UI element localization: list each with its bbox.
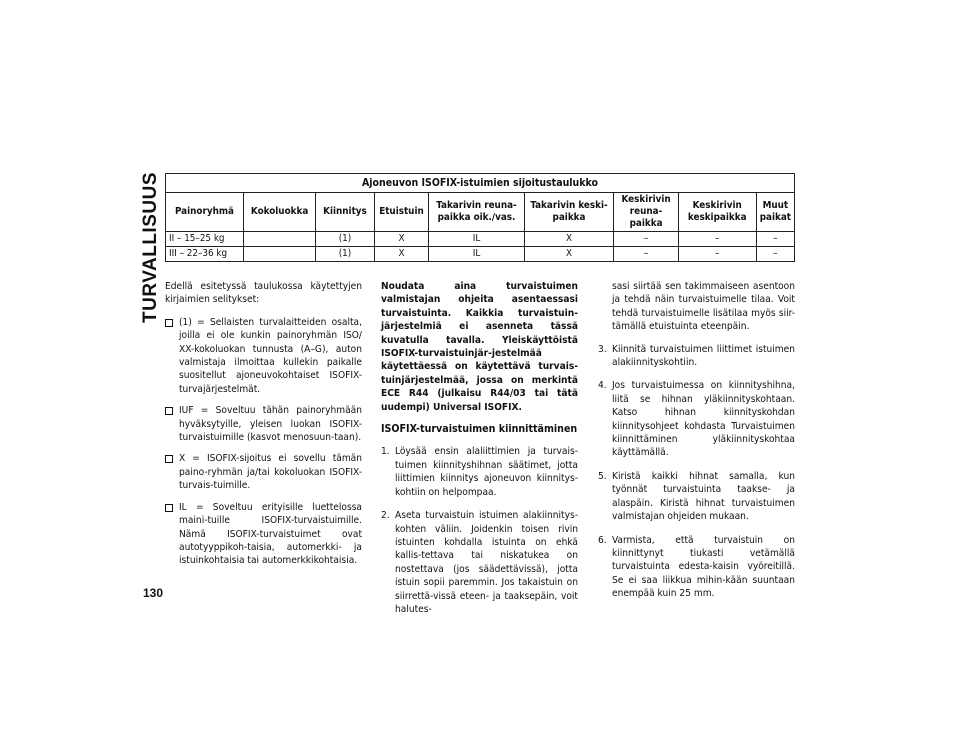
- header-cell: Etuistuin: [374, 193, 429, 232]
- table-cell: –: [678, 247, 756, 262]
- list-item: [598, 343, 795, 370]
- continuation-text: sasi siirtää sen takimmaiseen asentoon ja tehdä näin turvaistuimelle tilaa. Voit tehdä turvaistuimelle lisätilaa myös siir-tämällä etuistuinta eteenpäin.: [612, 281, 795, 333]
- page-number: 130: [143, 586, 164, 600]
- list-item: [598, 470, 795, 524]
- table-cell: –: [678, 232, 756, 247]
- list-item: [598, 534, 795, 601]
- step-text: Varmista, että turvaistuin on kiinnittynyt tiukasti vetämällä turvaistuinta edesta-kaisin vyöreitillä. Se ei saa liikkua mihin-kään suuntaan enempää kuin 25 mm.: [612, 534, 795, 600]
- header-cell: Painoryhmä: [166, 193, 244, 232]
- step-text: Jos turvaistuimessa on kiinnityshihna, liitä se hihnan yläkiinnityskohtaan. Katso hihnan kiinnityskohdan kiinnitysohjeet kohdasta Turvaistuimen kiinnittäminen yläkiinnityskohtaa käyttämällä.: [612, 380, 795, 459]
- isofix-table: [165, 173, 795, 262]
- table-cell: X: [524, 232, 614, 247]
- checkbox-square-icon: [165, 455, 173, 463]
- table-row: [166, 232, 795, 247]
- header-cell: Takarivin reuna- paikka oik./vas.: [429, 193, 524, 232]
- step-number: 6.: [598, 534, 607, 546]
- list-item: [381, 509, 578, 616]
- list-item: [165, 452, 362, 492]
- section-heading: ISOFIX-turvaistuimen kiinnittäminen: [381, 423, 578, 436]
- table-cell: X: [524, 247, 614, 262]
- header-cell: Keskirivin keskipaikka: [678, 193, 756, 232]
- table-cell: (1): [316, 247, 374, 262]
- header-cell: Kokoluokka: [243, 193, 315, 232]
- list-item: [381, 445, 578, 499]
- step-number: 2.: [381, 510, 390, 522]
- step-text: Löysää ensin alaliittimien ja turvais-tuimen kiinnityshihnan säätimet, jotta liittimien kiinnitys ajoneuvon kiinnitys-kohtiin on helpompaa.: [395, 446, 578, 498]
- legend-intro: Edellä esitetyssä taulukossa käytettyjen kirjaimien selitykset:: [165, 281, 362, 306]
- step-number: 4.: [598, 380, 607, 392]
- table-cell: –: [614, 247, 678, 262]
- header-cell: Muut paikat: [756, 193, 794, 232]
- checkbox-square-icon: [165, 407, 173, 415]
- list-item-text: IUF = Soveltuu tähän painoryhmään hyväksytyille, yleisen luokan ISOFIX-turvaistuimille (kasvot menosuun-taan).: [179, 405, 362, 444]
- step-text: Aseta turvaistuin istuimen alakiinnitys-kohten väliin. Joidenkin toisen rivin istuinten kohdalla istuinta on ehkä kallis-tettava tai niskatukea on nostettava (jos säädettävissä), jotta istuin sopii paremmin. Jos takaistuin on siirrettä-vissä eteen- ja taaksepäin, voit halutes-: [395, 510, 578, 615]
- table-caption: Ajoneuvon ISOFIX-istuimien sijoitustaulukko: [166, 174, 795, 193]
- list-item-text: IL = Soveltuu erityisille luettelossa maini-tuille ISOFIX-turvaistuimille. Nämä ISOFIX-turvaistuimet ovat autotyyppikoh-taisia, automerkki- ja istuinkohtaisia tai automerkkikohtaisia.: [179, 501, 362, 567]
- column-steps: [598, 280, 795, 611]
- step-text: Kiristä kaikki hihnat samalla, kun työnnät turvaistuinta taakse- ja alaspäin. Kiristä hihnat turvaistuimen valmistajan ohjeiden mukaan.: [612, 470, 795, 523]
- list-item: [165, 316, 362, 396]
- checkbox-square-icon: [165, 504, 173, 512]
- checkbox-square-icon: [165, 319, 173, 327]
- list-item: [598, 379, 795, 459]
- step-number: 3.: [598, 343, 607, 355]
- table-cell: X: [374, 232, 429, 247]
- column-instructions: [381, 280, 578, 626]
- header-cell: Keskirivin reuna- paikka: [614, 193, 678, 232]
- list-item: [165, 404, 362, 444]
- list-item: [165, 501, 362, 568]
- table-cell: II – 15–25 kg: [166, 232, 244, 247]
- table-cell: –: [756, 232, 794, 247]
- warning-paragraph: Noudata aina turvaistuimen valmistajan ohjeita asentaessasi turvaistuinta. Kaikkia turvaistuin-järjestelmiä ei asenneta tässä kuvatulla tavalla. Yleiskäyttöistä ISOFIX-turvaistuinjär-jestelmää käytettäessä on käytettävä turvais-tuinjärjestelmää, jossa on merkintä ECE R44 (julkaisu R44/03 tai tätä uudempi) Universal ISOFIX.: [381, 281, 578, 413]
- table-cell: –: [756, 247, 794, 262]
- column-legend: [165, 280, 362, 576]
- table-cell: (1): [316, 232, 374, 247]
- table-cell: IL: [429, 247, 524, 262]
- table-row: [166, 247, 795, 262]
- header-cell: Kiinnitys: [316, 193, 374, 232]
- table-cell: [243, 232, 315, 247]
- table-cell: IL: [429, 232, 524, 247]
- table-cell: X: [374, 247, 429, 262]
- section-tab: TURVALLISUUS: [140, 172, 161, 323]
- list-item-text: (1) = Sellaisten turvalaitteiden osalta, joilla ei ole kunkin painoryhmän ISO/ XX-kokoluokan tunnusta (A–G), auton valmistaja ilmoittaa kullekin paikalle suositellut ajoneuvokohtaiset ISOFIX-turvajärjestelmät.: [179, 316, 362, 395]
- header-cell: Takarivin keski- paikka: [524, 193, 614, 232]
- table-cell: –: [614, 232, 678, 247]
- step-number: 5.: [598, 470, 607, 482]
- list-item-text: X = ISOFIX-sijoitus ei sovellu tämän paino-ryhmän ja/tai kokoluokan ISOFIX-turvais-tuimille.: [179, 453, 362, 492]
- table-cell: [243, 247, 315, 262]
- step-number: 1.: [381, 446, 390, 458]
- table-cell: III – 22–36 kg: [166, 247, 244, 262]
- table-header-row: [166, 193, 795, 232]
- step-text: Kiinnitä turvaistuimen liittimet istuimen alakiinnityskohtiin.: [612, 343, 795, 369]
